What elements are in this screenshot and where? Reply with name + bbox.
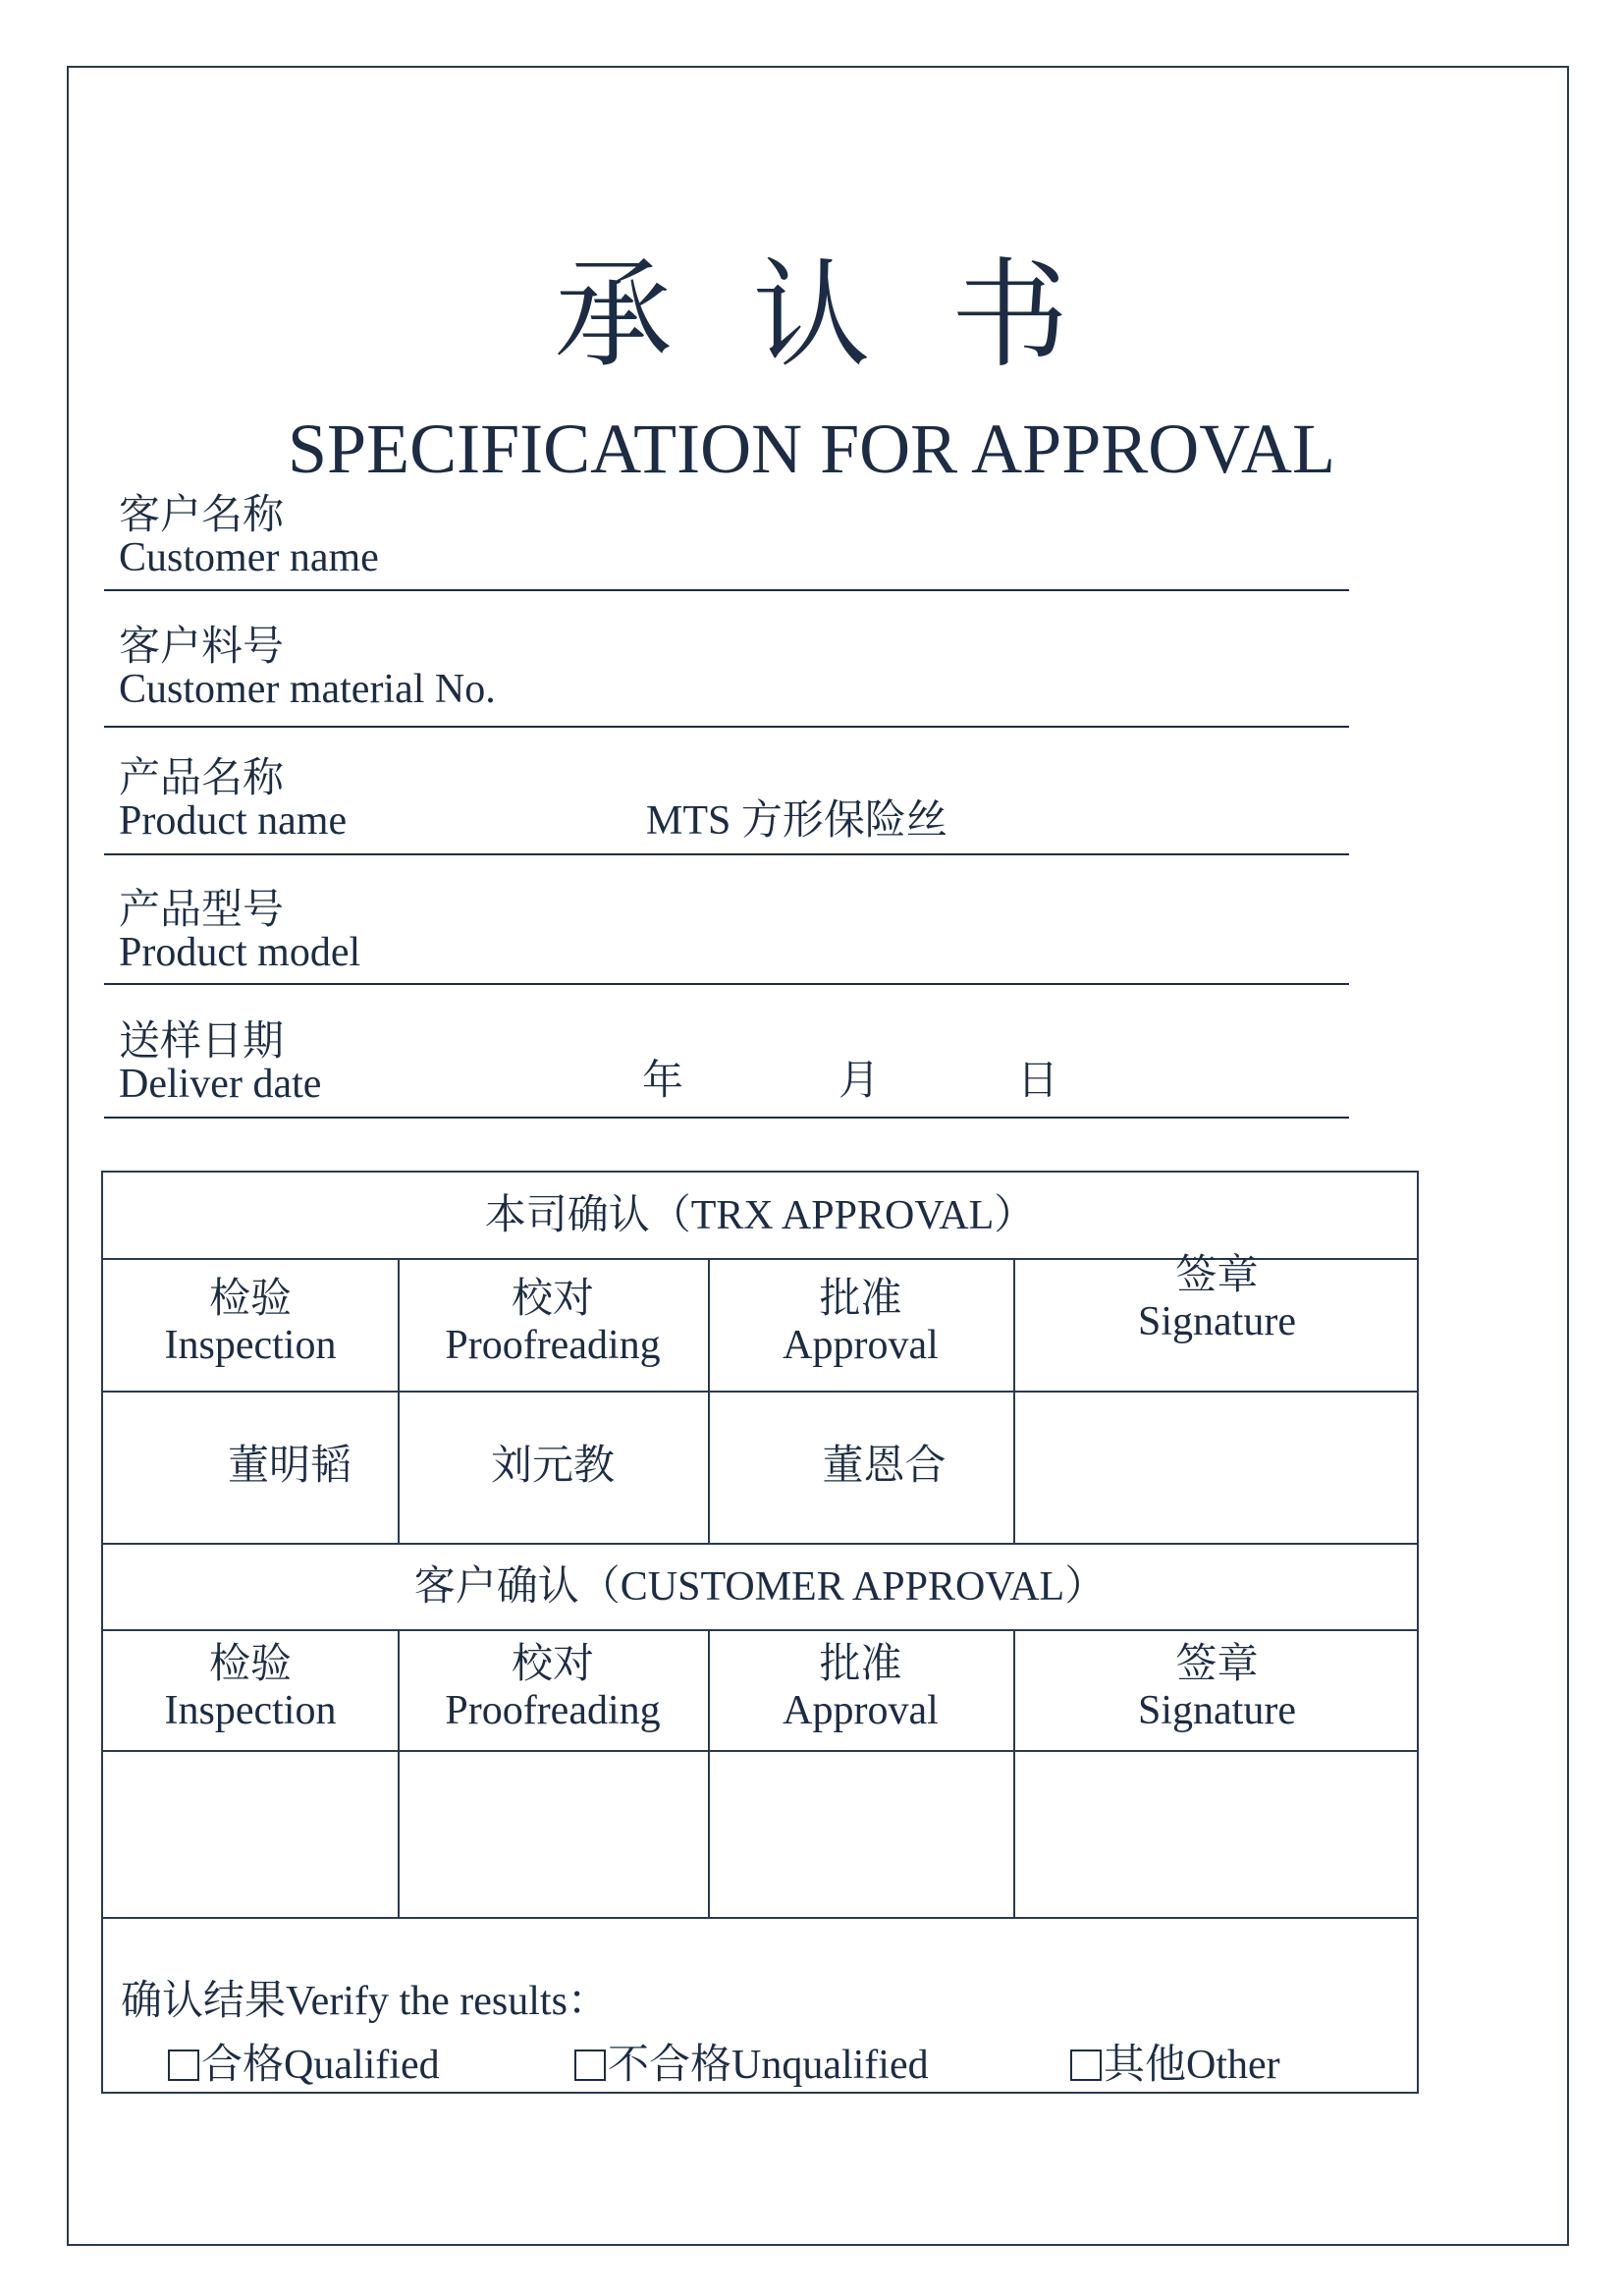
trx-col-approval	[708, 1275, 1013, 1369]
col-label-en: Approval	[783, 1323, 939, 1368]
field-label-en: Product model	[119, 930, 361, 975]
col-label-en: Inspection	[164, 1688, 337, 1733]
title-english: SPECIFICATION FOR APPROVAL	[288, 410, 1335, 488]
trx-col-signature	[1013, 1251, 1421, 1345]
field-label-en: Product name	[119, 798, 348, 844]
date-year-label: 年	[642, 1056, 684, 1104]
field-deliver-date	[104, 1017, 1349, 1119]
approval-table	[101, 1171, 1419, 2094]
title-chinese: 承认书	[554, 247, 1150, 384]
customer-approval-header: 客户确认（CUSTOMER APPROVAL）	[413, 1564, 1107, 1610]
col-label-cn: 检验	[208, 1274, 292, 1322]
col-label-cn: 批准	[819, 1274, 902, 1322]
col-label-en: Signature	[1138, 1299, 1296, 1344]
field-label-cn: 客户名称	[119, 490, 285, 538]
col-label-en: Inspection	[164, 1323, 337, 1368]
field-customer-material-no	[104, 623, 1349, 728]
field-label-en: Customer name	[119, 535, 379, 580]
trx-col-proofreading	[398, 1275, 708, 1369]
customer-inspection-cell[interactable]	[103, 1750, 398, 1917]
col-label-en: Proofreading	[445, 1323, 661, 1368]
col-label-cn: 检验	[208, 1639, 292, 1687]
field-label-cn: 产品型号	[119, 885, 285, 933]
customer-col-signature	[1013, 1640, 1421, 1734]
customer-col-inspection	[103, 1640, 398, 1734]
field-value-product-name[interactable]: MTS 方形保险丝	[646, 798, 947, 844]
date-month-label: 月	[839, 1056, 881, 1104]
col-label-en: Signature	[1138, 1688, 1296, 1733]
field-product-model	[104, 886, 1349, 985]
field-customer-name	[104, 491, 1349, 591]
row-divider	[103, 1391, 1417, 1393]
checkbox-icon[interactable]	[574, 2050, 606, 2081]
customer-col-approval	[708, 1640, 1013, 1734]
trx-col-inspection	[103, 1275, 398, 1369]
row-divider	[103, 1917, 1417, 1919]
field-label-cn: 客户料号	[119, 622, 285, 670]
col-label-en: Proofreading	[445, 1688, 661, 1733]
field-label-en: Deliver date	[119, 1062, 322, 1107]
trx-proofreader-name: 刘元教	[490, 1441, 615, 1489]
option-label: 合格Qualified	[201, 2043, 440, 2088]
customer-signature-cell[interactable]	[1013, 1750, 1421, 1917]
field-label-cn: 送样日期	[119, 1016, 285, 1065]
field-label-cn: 产品名称	[119, 753, 285, 801]
option-label: 不合格Unqualified	[608, 2043, 929, 2088]
col-label-cn: 校对	[511, 1639, 594, 1687]
trx-approval-header: 本司确认（TRX APPROVAL）	[484, 1193, 1036, 1238]
option-label: 其他Other	[1104, 2043, 1280, 2088]
customer-approval-cell[interactable]	[708, 1750, 1013, 1917]
col-label-cn: 校对	[511, 1274, 594, 1322]
customer-proofreading-cell[interactable]	[398, 1750, 708, 1917]
col-label-cn: 签章	[1175, 1250, 1259, 1298]
checkbox-icon[interactable]	[168, 2050, 199, 2081]
option-other[interactable]	[1070, 2042, 1280, 2089]
field-product-name	[104, 754, 1349, 855]
row-divider	[103, 1629, 1417, 1631]
trx-approver-name: 董恩合	[822, 1441, 947, 1489]
trx-inspector-name: 董明韬	[227, 1441, 352, 1489]
date-day-label: 日	[1017, 1056, 1059, 1104]
verify-results-label: 确认结果Verify the results：	[121, 1979, 609, 2024]
col-label-cn: 批准	[819, 1639, 902, 1687]
field-label-en: Customer material No.	[119, 667, 496, 712]
col-label-en: Approval	[783, 1688, 939, 1733]
option-unqualified[interactable]	[574, 2042, 929, 2089]
option-qualified[interactable]	[168, 2042, 440, 2089]
col-label-cn: 签章	[1175, 1639, 1259, 1687]
checkbox-icon[interactable]	[1070, 2050, 1102, 2081]
customer-col-proofreading	[398, 1640, 708, 1734]
row-divider	[103, 1543, 1417, 1545]
